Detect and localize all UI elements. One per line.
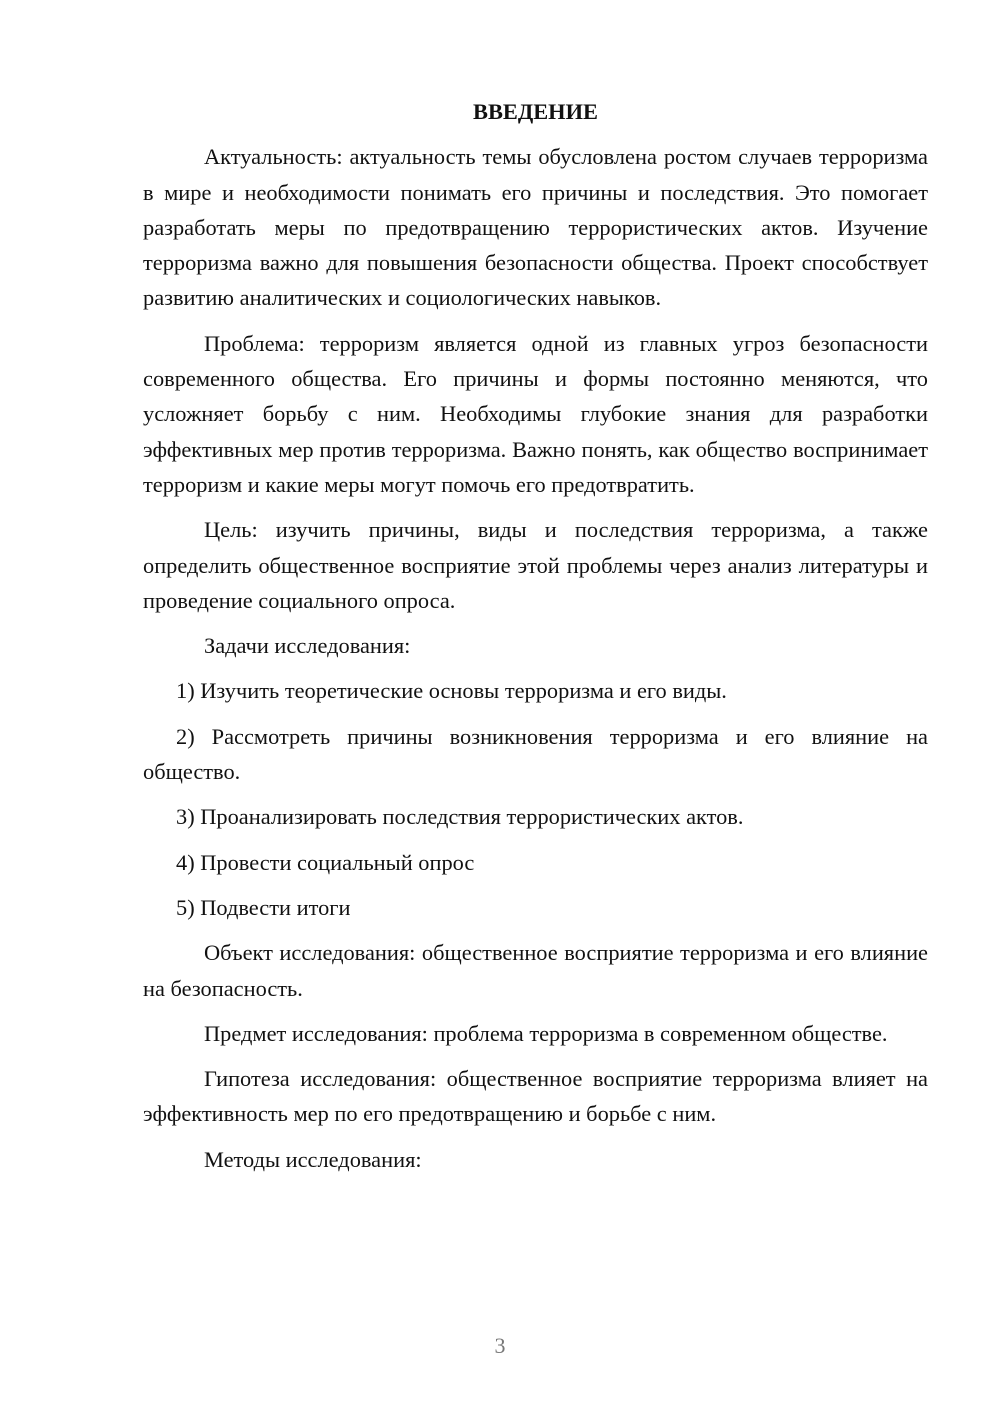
problem-paragraph: Проблема: терроризм является одной из главных угроз безопасности современного общества. Его причины и формы постоянно меняются, что усложняет борьбу с ним. Необходимы глубокие знания для разработки эффективных мер против терроризма. Важно понять, как общество воспринимает терроризм и какие меры могут помочь его предотвратить. [143,330,928,497]
page-number: 3 [494,1333,506,1358]
task-item-5: 5) Подвести итоги [176,894,351,920]
goal-paragraph: Цель: изучить причины, виды и последствия терроризма, а также определить общественное восприятие этой проблемы через анализ литературы и проведение социального опроса. [143,517,928,613]
task-item-4: 4) Провести социальный опрос [176,849,475,875]
methods-heading: Методы исследования: [204,1146,422,1172]
task-item-1: 1) Изучить теоретические основы терроризма и его виды. [176,678,727,704]
relevance-paragraph: Актуальность: актуальность темы обусловлена ростом случаев терроризма в мире и необходимости понимать его причины и последствия. Это помогает разработать меры по предотвращению террористических актов. Изучение терроризма важно для повышения безопасности общества. Проект способствует развитию аналитических и социологических навыков. [143,144,928,311]
section-heading: ВВЕДЕНИЕ [473,99,598,124]
hypothesis-paragraph: Гипотеза исследования: общественное восприятие терроризма влияет на эффективность мер по его предотвращению и борьбе с ним. [143,1066,928,1127]
page-content [143,94,928,1187]
task-item-3: 3) Проанализировать последствия террористических актов. [176,804,744,830]
object-paragraph: Объект исследования: общественное восприятие терроризма и его влияние на безопасность. [143,940,928,1001]
subject-paragraph: Предмет исследования: проблема терроризма в современном обществе. [204,1020,888,1046]
task-item-2: 2) Рассмотреть причины возникновения терроризма и его влияние на общество. [143,723,928,785]
tasks-heading: Задачи исследования: [204,633,411,659]
